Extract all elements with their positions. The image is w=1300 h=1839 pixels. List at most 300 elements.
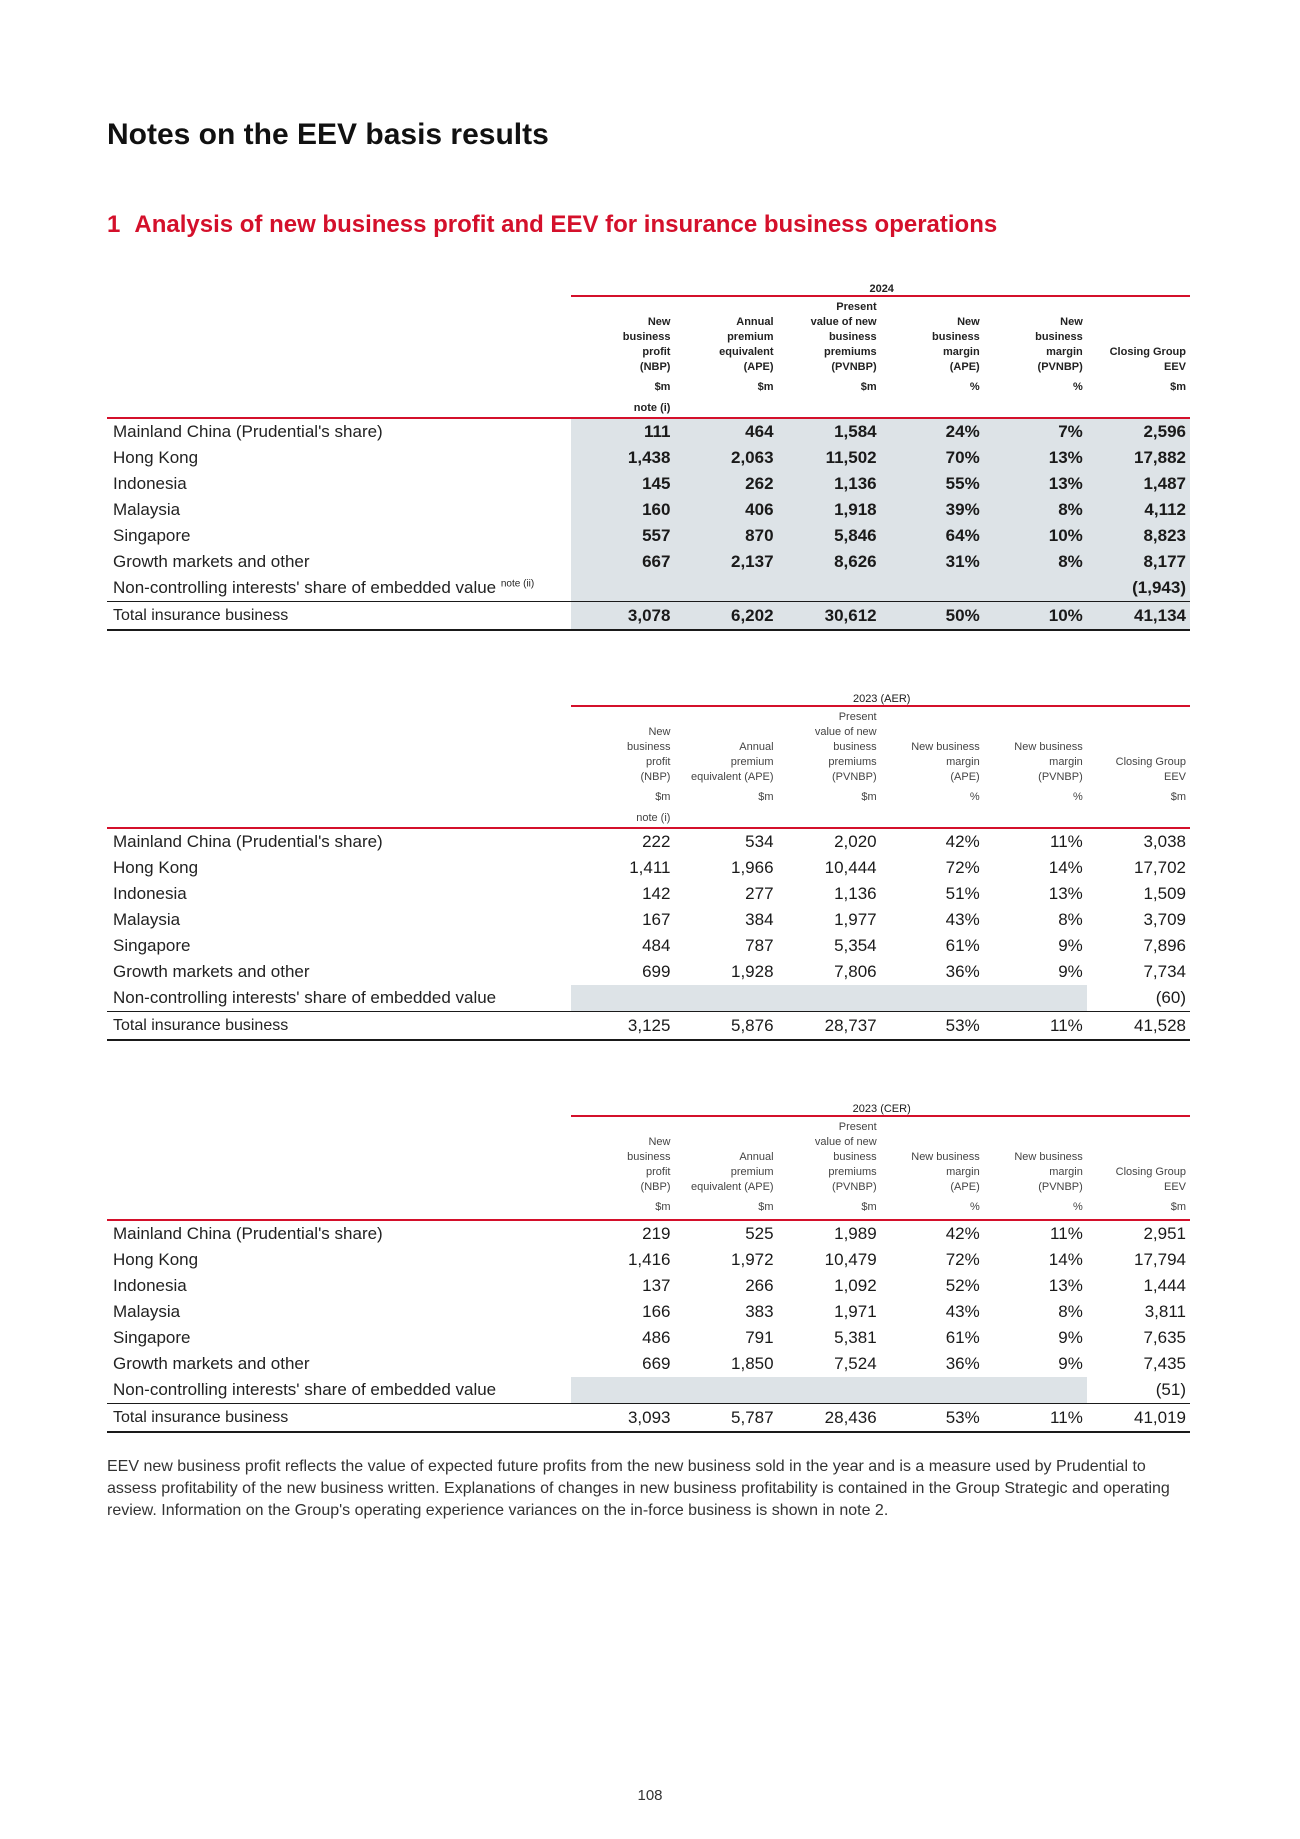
table-cell [571, 575, 674, 602]
column-header-line: profit [642, 346, 671, 358]
table-cell: 1,438 [571, 445, 674, 471]
table-cell: 219 [571, 1220, 674, 1247]
column-header-line: premiums [828, 756, 877, 768]
total-cell: 11% [984, 1012, 1087, 1041]
table-cell [881, 1377, 984, 1404]
table-cell [675, 1377, 778, 1404]
column-header-line: equivalent (APE) [691, 1181, 774, 1193]
total-row [107, 1012, 1190, 1041]
explanatory-paragraph: EEV new business profit reflects the value of expected future profits from the new business sold in the year and is a measure used by Prudential to assess profitability of the new business written. Explanations of changes in new business profitability is contained in the Group Strategic and operating review. Information on the Group's operating experience variances on the in-force business is shown in note 2. [107, 1458, 1170, 1519]
total-cell: 3,093 [571, 1404, 674, 1433]
table-cell: 11% [984, 1220, 1087, 1247]
column-header-line: premiums [828, 1166, 877, 1178]
unit-label: % [969, 791, 980, 803]
column-header-line: Annual [739, 741, 774, 753]
column-header-line: Annual [739, 1151, 774, 1163]
column-header-line: Closing Group [1115, 756, 1186, 768]
row-label [107, 907, 571, 933]
total-cell: 41,528 [1087, 1012, 1190, 1041]
table-cell: 1,416 [627, 1250, 671, 1269]
table-row [107, 497, 1190, 523]
row-label [107, 418, 571, 445]
total-cell: 11% [984, 1404, 1087, 1433]
total-cell: 6,202 [674, 602, 777, 631]
table-cell: 525 [675, 1220, 778, 1247]
column-header-line: equivalent [719, 346, 774, 358]
unit-label: $m [860, 381, 877, 393]
table-cell: 36% [945, 1354, 980, 1373]
column-header-line: value of new [810, 316, 877, 328]
unit-label: $m [655, 1201, 671, 1213]
unit-label: $m [757, 381, 774, 393]
table-cell [571, 985, 674, 1012]
row-label [107, 933, 571, 959]
column-header [571, 1116, 674, 1195]
total-row [107, 1404, 1190, 1433]
table-cell: 667 [571, 549, 674, 575]
table-cell: 160 [571, 497, 674, 523]
row-label-text: Indonesia [113, 1276, 187, 1295]
column-header-line: business [1035, 331, 1083, 343]
column-header [984, 706, 1087, 785]
row-label [107, 881, 571, 907]
table-cell: 486 [642, 1328, 671, 1347]
row-label-text: Malaysia [113, 500, 181, 519]
table-cell: 1,971 [834, 1302, 877, 1321]
note-superscript: note (ii) [500, 578, 535, 590]
column-header-line: premium [730, 756, 774, 768]
total-label: Total insurance business [107, 1012, 571, 1041]
table-cell: 222 [571, 828, 674, 855]
row-label-text: Non-controlling interests' share of embedded value [113, 1380, 497, 1399]
table-cell: 31% [881, 549, 984, 575]
column-header [984, 1116, 1087, 1195]
column-header-line: New [1060, 316, 1083, 328]
column-header [675, 1116, 778, 1195]
unit-label: $m [758, 1201, 774, 1213]
table-cell [778, 575, 881, 602]
row-label [107, 1325, 571, 1351]
table-cell [984, 1377, 1087, 1404]
column-header-line: margin [943, 346, 980, 358]
column-header [881, 296, 984, 375]
row-label [107, 1299, 571, 1325]
table-row [107, 549, 1190, 575]
row-label [107, 575, 571, 602]
table-cell: (1,943) [1087, 575, 1190, 602]
table-row [107, 933, 1190, 959]
column-header [778, 296, 881, 375]
column-header-line: EEV [1163, 1181, 1186, 1193]
table-row [107, 1273, 1190, 1299]
table-cell: 669 [642, 1354, 671, 1373]
table-cell: 787 [745, 936, 774, 955]
table-cell: 52% [945, 1276, 980, 1295]
table-cell: 1,850 [731, 1354, 774, 1373]
table-cell: 36% [945, 962, 980, 981]
table-cell: 1,928 [731, 962, 774, 981]
column-header-line: value of new [814, 1136, 877, 1148]
eev-table-2024 [107, 273, 1190, 631]
table-cell: 17,882 [1087, 445, 1190, 471]
table-cell: 8% [984, 497, 1087, 523]
row-label [107, 523, 571, 549]
table-cell: 145 [571, 471, 674, 497]
unit-label: $m [861, 1201, 877, 1213]
eev-table-2023-aer [107, 683, 1190, 1041]
table-cell: 5,846 [778, 523, 881, 549]
row-label [107, 1247, 571, 1273]
table-cell [881, 985, 984, 1012]
total-cell: 5,876 [674, 1012, 777, 1041]
table-cell: 9% [1058, 936, 1083, 955]
table-row [107, 1247, 1190, 1273]
column-header-line: New business [911, 1151, 980, 1163]
unit-label: % [1073, 381, 1083, 393]
table-cell: 1,966 [731, 858, 774, 877]
column-header-line: premium [730, 1166, 774, 1178]
table-cell: 1,989 [778, 1220, 881, 1247]
column-header-line: (APE) [949, 361, 980, 373]
page-title: Notes on the EEV basis results [107, 118, 549, 151]
table-row [107, 855, 1190, 881]
unit-label: % [969, 381, 980, 393]
table-cell [881, 575, 984, 602]
row-label-text: Mainland China (Prudential's share) [113, 832, 383, 851]
table-cell: 7,896 [1143, 936, 1186, 955]
unit-label: $m [861, 791, 877, 803]
table-cell: 1,092 [834, 1276, 877, 1295]
table-cell [778, 1377, 881, 1404]
unit-label: $m [758, 791, 774, 803]
table-cell: 8,177 [1087, 549, 1190, 575]
table-cell: 262 [674, 471, 777, 497]
total-cell: 28,737 [778, 1012, 881, 1041]
table-cell: 24% [881, 418, 984, 445]
table-cell: 1,918 [778, 497, 881, 523]
column-header-line: EEV [1163, 361, 1186, 373]
table-cell: 870 [674, 523, 777, 549]
column-header-line: Present [838, 711, 877, 723]
table-cell: 484 [642, 936, 671, 955]
column-header-line: value of new [814, 726, 877, 738]
column-header-line: New [647, 316, 671, 328]
row-label-text: Growth markets and other [113, 552, 310, 571]
column-header [674, 296, 777, 375]
column-header-line: (NBP) [640, 1181, 671, 1193]
column-header-line: (PVNBP) [831, 361, 877, 373]
table-cell: 13% [984, 471, 1087, 497]
column-header-line: business [627, 741, 671, 753]
table-cell: 383 [745, 1302, 774, 1321]
table-cell: 4,112 [1087, 497, 1190, 523]
table-cell: (60) [1155, 988, 1186, 1007]
table-cell: 557 [571, 523, 674, 549]
row-label [107, 1351, 571, 1377]
table-cell: 13% [1048, 884, 1083, 903]
table-row [107, 959, 1190, 985]
column-header-line: margin [1049, 1166, 1083, 1178]
unit-label: $m [654, 381, 671, 393]
table-cell: 111 [571, 418, 674, 445]
table-cell: 1,977 [834, 910, 877, 929]
table-row [107, 828, 1190, 855]
column-header-line: (NBP) [639, 361, 671, 373]
column-header-line: New [648, 1136, 671, 1148]
column-header-line: business [627, 1151, 671, 1163]
table-cell: 8% [984, 549, 1087, 575]
table-row [107, 418, 1190, 445]
column-header-line: margin [946, 1166, 980, 1178]
table-cell: 51% [945, 884, 980, 903]
column-header-line: business [833, 1151, 877, 1163]
table-cell [778, 985, 881, 1012]
table-cell: 406 [674, 497, 777, 523]
table-cell: 61% [945, 1328, 980, 1347]
table-cell: 384 [745, 910, 774, 929]
column-header [778, 1116, 881, 1195]
unit-label: $m [1170, 381, 1186, 393]
total-cell: 53% [881, 1404, 984, 1433]
column-header [778, 706, 881, 785]
total-cell: 3,125 [571, 1012, 674, 1041]
section-heading [107, 211, 997, 239]
table-cell: 7% [984, 418, 1087, 445]
column-header-line: (PVNBP) [832, 771, 877, 783]
table-cell: 11,502 [778, 445, 881, 471]
total-cell: 53% [881, 1012, 984, 1041]
table-cell: 10,479 [824, 1250, 877, 1269]
column-header-line: Present [838, 1121, 877, 1133]
table-row [107, 907, 1190, 933]
page-number: 108 [637, 1787, 663, 1804]
table-cell: 1,584 [778, 418, 881, 445]
table-cell: 17,794 [1134, 1250, 1186, 1269]
row-label [107, 959, 571, 985]
table-period-header: 2023 (CER) [571, 1093, 1190, 1116]
table-cell: 14% [1048, 858, 1083, 877]
table-cell [984, 985, 1087, 1012]
table-cell: (51) [1155, 1380, 1186, 1399]
row-label-text: Hong Kong [113, 858, 199, 877]
table-cell: 166 [642, 1302, 671, 1321]
table-cell: 14% [1048, 1250, 1083, 1269]
row-label-text: Singapore [113, 936, 191, 955]
table-cell: 39% [881, 497, 984, 523]
row-label-text: Indonesia [113, 474, 187, 493]
row-label [107, 1273, 571, 1299]
column-header [1087, 1116, 1190, 1195]
column-header-line: Closing Group [1109, 346, 1186, 358]
table-cell: 5,381 [834, 1328, 877, 1347]
table-cell: 64% [881, 523, 984, 549]
column-header-line: (PVNBP) [832, 1181, 877, 1193]
table-cell: 2,063 [674, 445, 777, 471]
table-cell: 3,709 [1143, 910, 1186, 929]
column-header-line: (PVNBP) [1038, 1181, 1083, 1193]
row-label [107, 855, 571, 881]
table-cell: 3,038 [1087, 828, 1190, 855]
column-header-line: profit [646, 1166, 671, 1178]
column-header [1087, 706, 1190, 785]
column-header [571, 296, 674, 375]
table-cell: 17,702 [1134, 858, 1186, 877]
table-cell: 13% [1048, 1276, 1083, 1295]
unit-label: % [1073, 791, 1083, 803]
table-cell: 464 [674, 418, 777, 445]
table-cell: 42% [881, 1220, 984, 1247]
column-header-line: (APE) [743, 361, 774, 373]
table-cell: 5,354 [834, 936, 877, 955]
column-header-line: business [622, 331, 671, 343]
table-cell [674, 985, 777, 1012]
table-period-header: 2024 [571, 273, 1190, 296]
table-cell: 7,734 [1143, 962, 1186, 981]
row-label [107, 549, 571, 575]
table-cell: 167 [642, 910, 671, 929]
row-label-text: Non-controlling interests' share of embedded value [113, 578, 497, 597]
table-row [107, 881, 1190, 907]
column-header-line: (NBP) [640, 771, 671, 783]
table-cell: 43% [945, 1302, 980, 1321]
total-cell: 28,436 [778, 1404, 881, 1433]
table-cell: 1,444 [1143, 1276, 1186, 1295]
table-cell: 7,635 [1143, 1328, 1186, 1347]
table-cell: 9% [1058, 962, 1083, 981]
unit-label: $m [1170, 1201, 1186, 1213]
table-cell: 8% [1058, 910, 1083, 929]
column-header [571, 706, 674, 785]
table-cell: 43% [945, 910, 980, 929]
total-cell: 41,019 [1087, 1404, 1190, 1433]
column-header-line: Present [836, 301, 877, 313]
section-title: Analysis of new business profit and EEV for insurance business operations [134, 211, 998, 238]
column-header [674, 706, 777, 785]
total-row [107, 602, 1190, 631]
row-label-text: Growth markets and other [113, 1354, 310, 1373]
row-label [107, 985, 571, 1012]
table-cell: 1,509 [1143, 884, 1186, 903]
column-header-line: profit [646, 756, 671, 768]
note-reference: note (i) [633, 402, 671, 414]
table-row [107, 471, 1190, 497]
total-cell: 41,134 [1087, 602, 1190, 631]
table-cell: 2,137 [674, 549, 777, 575]
table-cell: 1,411 [629, 858, 671, 877]
table-cell: 1,136 [834, 884, 877, 903]
total-cell: 5,787 [675, 1404, 778, 1433]
column-header-line: New [648, 726, 671, 738]
column-header-line: margin [946, 756, 980, 768]
table-row [107, 1351, 1190, 1377]
table-cell [984, 575, 1087, 602]
table-cell: 142 [642, 884, 671, 903]
table-cell: 7,435 [1143, 1354, 1186, 1373]
unit-label: $m [655, 791, 671, 803]
table-cell: 10% [984, 523, 1087, 549]
eev-table-2023-cer [107, 1093, 1190, 1433]
column-header-line: premiums [824, 346, 877, 358]
table-cell: 534 [674, 828, 777, 855]
table-cell: 1,487 [1087, 471, 1190, 497]
column-header-line: business [833, 741, 877, 753]
unit-label: % [969, 1201, 980, 1213]
section-number: 1 [107, 211, 121, 238]
column-header-line: equivalent (APE) [691, 771, 774, 783]
table-cell: 7,524 [834, 1354, 877, 1373]
row-label [107, 1220, 571, 1247]
total-cell: 10% [984, 602, 1087, 631]
row-label-text: Hong Kong [113, 448, 199, 467]
table-cell: 266 [745, 1276, 774, 1295]
table-cell: 791 [745, 1328, 774, 1347]
table-cell: 2,951 [1087, 1220, 1190, 1247]
column-header-line: (APE) [950, 771, 980, 783]
column-header [881, 1116, 984, 1195]
column-header-line: New [957, 316, 980, 328]
table-row [107, 1325, 1190, 1351]
row-label [107, 471, 571, 497]
row-label [107, 445, 571, 471]
table-cell: 70% [881, 445, 984, 471]
row-label [107, 828, 571, 855]
total-label: Total insurance business [107, 602, 571, 631]
column-header-line: New business [1014, 1151, 1083, 1163]
table-row [107, 985, 1190, 1012]
table-row [107, 1220, 1190, 1247]
table-cell: 277 [745, 884, 774, 903]
table-cell: 72% [945, 858, 980, 877]
row-label-text: Singapore [113, 526, 191, 545]
column-header-line: margin [1046, 346, 1083, 358]
column-header-line: premium [727, 331, 774, 343]
column-header-line: New business [911, 741, 980, 753]
column-header-line: (PVNBP) [1037, 361, 1083, 373]
row-label [107, 497, 571, 523]
column-header-line: (APE) [950, 1181, 980, 1193]
row-label-text: Hong Kong [113, 1250, 199, 1269]
row-label-text: Malaysia [113, 910, 181, 929]
row-label-text: Singapore [113, 1328, 191, 1347]
table-cell: 72% [945, 1250, 980, 1269]
row-label-text: Mainland China (Prudential's share) [113, 422, 383, 441]
table-row [107, 575, 1190, 602]
table-row [107, 1377, 1190, 1404]
row-label-text: Mainland China (Prudential's share) [113, 1224, 383, 1243]
column-header [1087, 296, 1190, 375]
unit-label: % [1073, 1201, 1083, 1213]
table-cell: 8,626 [778, 549, 881, 575]
table-cell: 2,020 [778, 828, 881, 855]
table-cell: 2,596 [1087, 418, 1190, 445]
table-row [107, 523, 1190, 549]
column-header-line: business [932, 331, 980, 343]
row-label-text: Malaysia [113, 1302, 181, 1321]
table-cell: 7,806 [834, 962, 877, 981]
total-label: Total insurance business [107, 1404, 571, 1433]
table-cell: 8% [1058, 1302, 1083, 1321]
total-cell: 30,612 [778, 602, 881, 631]
column-header-line: New business [1014, 741, 1083, 753]
table-cell [674, 575, 777, 602]
table-cell: 699 [642, 962, 671, 981]
table-cell: 1,972 [731, 1250, 774, 1269]
table-cell: 61% [945, 936, 980, 955]
row-label-text: Non-controlling interests' share of embedded value [113, 988, 497, 1007]
column-header [881, 706, 984, 785]
row-label-text: Growth markets and other [113, 962, 310, 981]
unit-label: $m [1170, 791, 1186, 803]
